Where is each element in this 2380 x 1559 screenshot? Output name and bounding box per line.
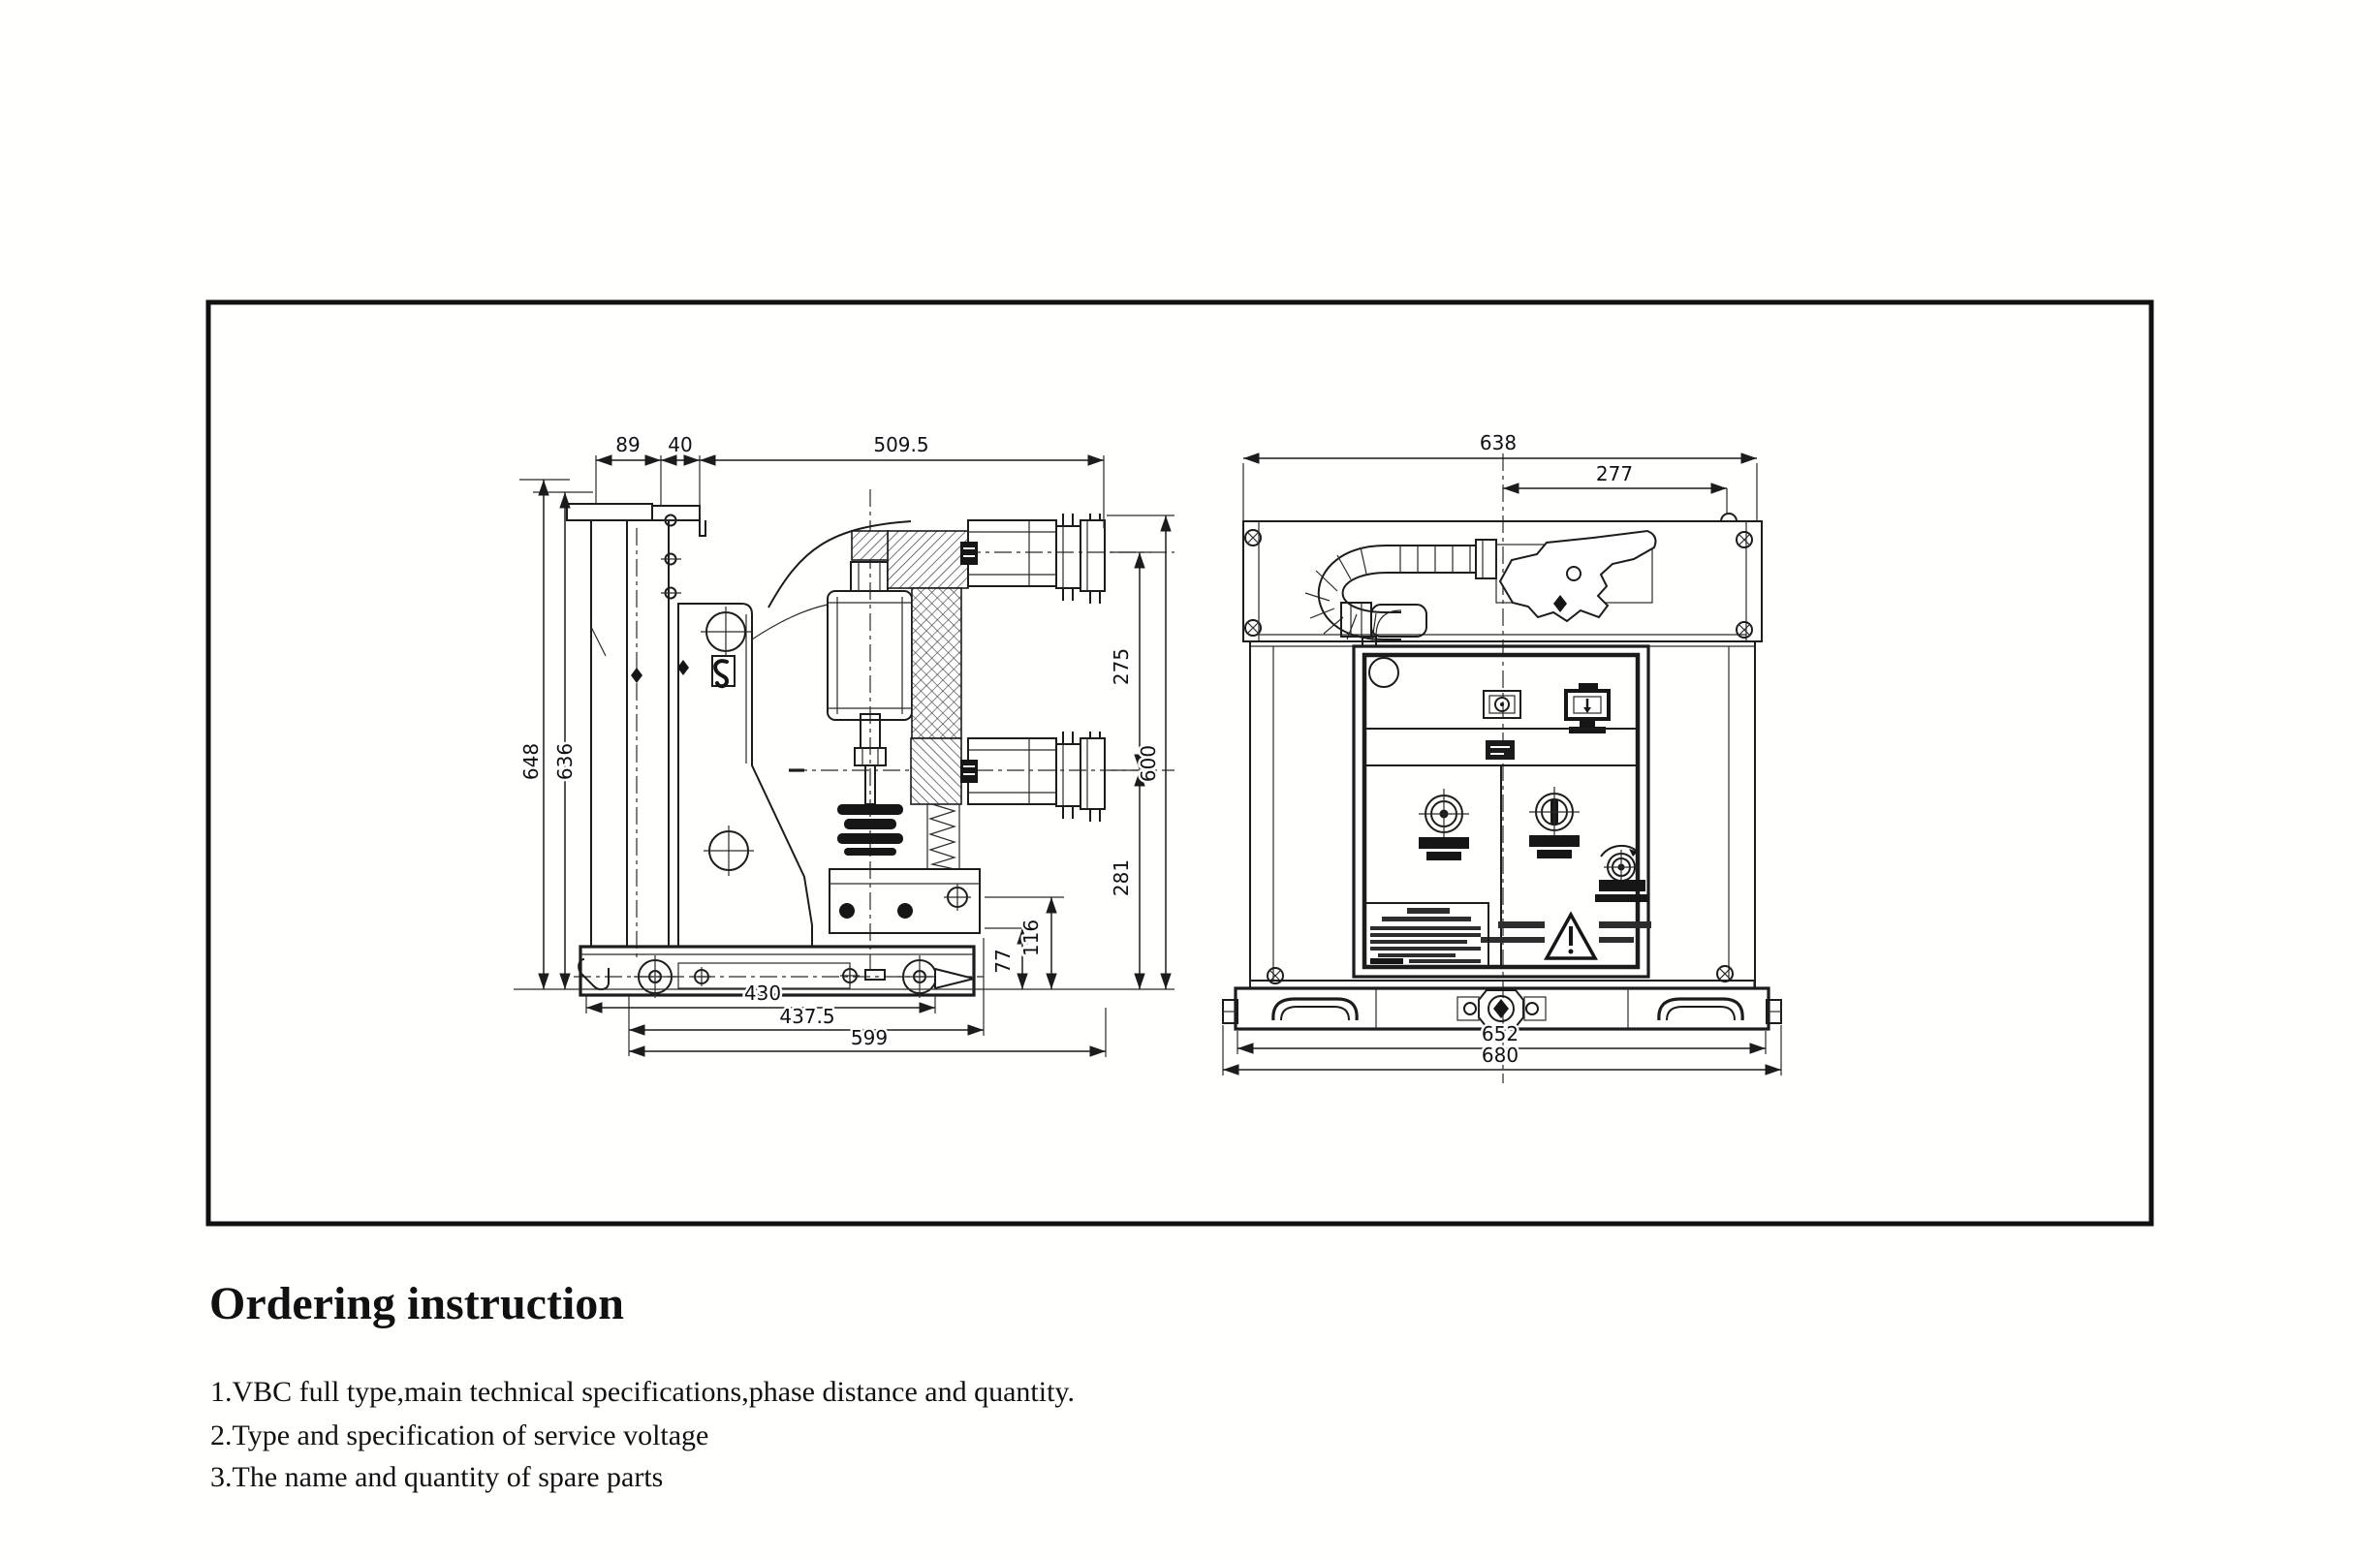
flexible-conduit <box>1305 540 1496 646</box>
rating-nameplate <box>1363 903 1488 966</box>
charging-indicator-icon <box>1566 683 1609 733</box>
lifting-dome <box>1721 514 1737 521</box>
door-hole <box>1369 658 1398 687</box>
dim-77: 77 <box>991 949 1015 974</box>
dim-116: 116 <box>1019 919 1043 957</box>
indicator-window-icon <box>1484 691 1520 718</box>
closing-dial-icon <box>1419 789 1469 860</box>
dim-277: 277 <box>1595 462 1634 485</box>
interlock-pointer <box>935 969 974 988</box>
side-view-drawing <box>514 433 1174 1057</box>
top-housing <box>1243 514 1762 646</box>
handle-icon <box>1659 999 1742 1020</box>
small-nameplate <box>1486 740 1515 760</box>
support-frame <box>631 604 812 947</box>
terminal-box <box>830 869 980 933</box>
dim-652: 652 <box>1481 1022 1519 1045</box>
upper-pole-assembly <box>960 514 1105 604</box>
corrugated-bellows <box>927 804 959 869</box>
dim-680: 680 <box>1481 1044 1519 1067</box>
instruction-item-2: 2.Type and specification of service voltage <box>210 1419 709 1451</box>
drawing-frame <box>208 302 2151 1224</box>
dim-275: 275 <box>1110 647 1133 686</box>
dim-599: 599 <box>850 1026 889 1049</box>
dim-638: 638 <box>1479 431 1518 454</box>
dim-648: 648 <box>519 742 543 781</box>
dim-281: 281 <box>1110 858 1133 897</box>
handle-icon <box>1273 999 1357 1020</box>
warning-icon <box>1481 915 1651 958</box>
corner-screw-icon <box>1245 530 1752 638</box>
dim-437-5: 437.5 <box>779 1005 835 1028</box>
dim-430: 430 <box>743 982 782 1005</box>
lower-pole-assembly <box>960 732 1105 822</box>
instruction-item-3: 3.The name and quantity of spare parts <box>210 1461 664 1493</box>
instruction-item-1: 1.VBC full type,main technical specifications,phase distance and quantity. <box>210 1376 1075 1408</box>
weld-mark-icon <box>631 668 642 683</box>
dim-509-5: 509.5 <box>873 433 929 456</box>
interlock-latch <box>1496 531 1655 621</box>
opening-dial-icon <box>1529 787 1580 858</box>
dim-40: 40 <box>668 433 693 456</box>
dim-600: 600 <box>1137 744 1160 783</box>
dim-89: 89 <box>615 433 641 456</box>
dim-636: 636 <box>553 742 577 781</box>
ordering-instruction-heading: Ordering instruction <box>209 1278 624 1329</box>
front-view-drawing <box>1223 431 1781 1083</box>
